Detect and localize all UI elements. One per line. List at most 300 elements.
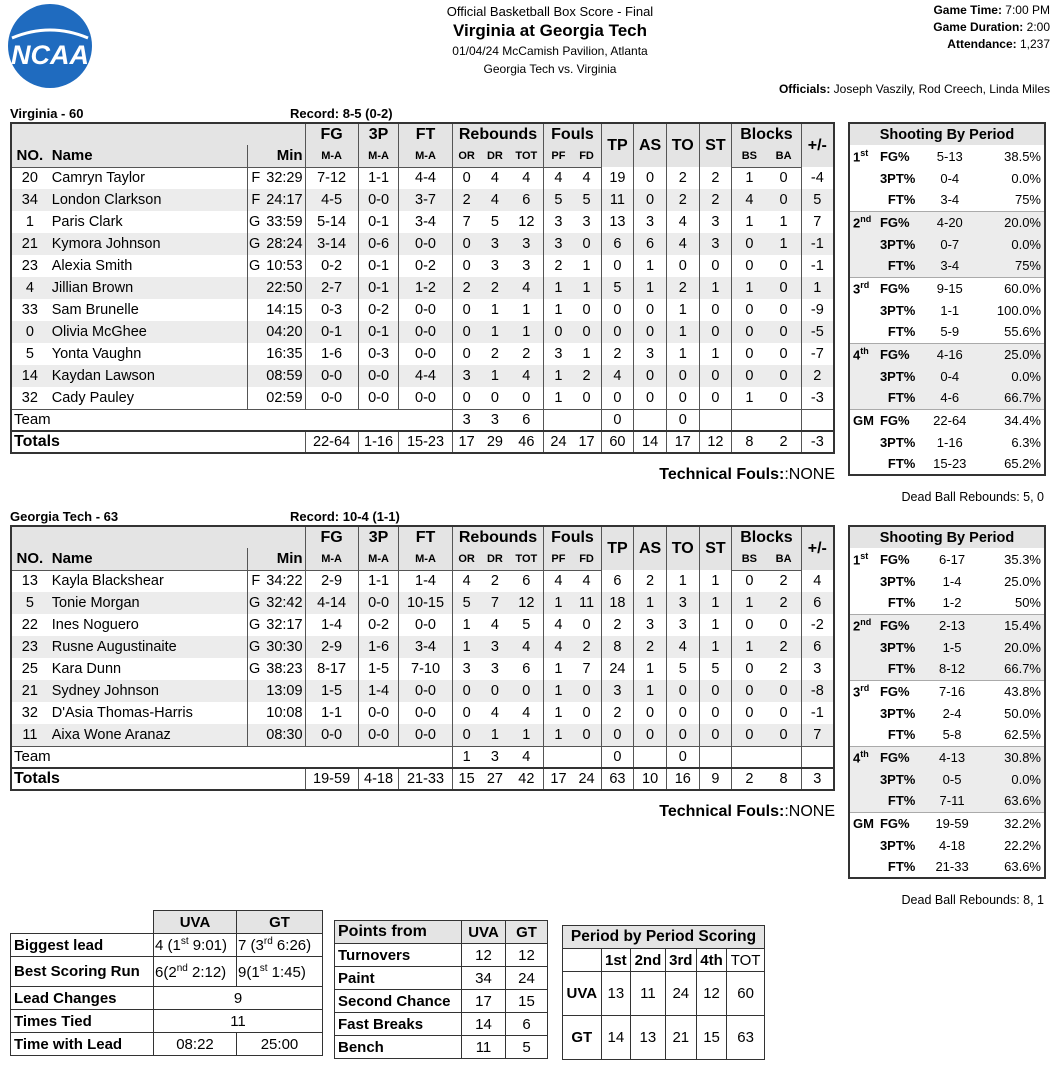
- shooting-row: [849, 277, 1045, 299]
- total-tp3: 1-16: [358, 431, 399, 453]
- stat-tp3: 0-2: [358, 299, 399, 321]
- stat-plus-minus: 5: [801, 189, 834, 211]
- col-made-attempted: M-A: [358, 548, 399, 570]
- stat-plus-minus: 4: [801, 570, 834, 592]
- stat-to: 4: [666, 636, 699, 658]
- percentage: 20.0%: [976, 211, 1045, 233]
- stat-ba: 2: [779, 573, 788, 590]
- made-attempted: 4-13: [923, 746, 980, 768]
- made-attempted: 1-4: [942, 573, 962, 589]
- player-name: Camryn Taylor: [51, 170, 145, 187]
- stat-or: 5: [452, 592, 481, 614]
- shooting-row: [849, 211, 1045, 233]
- stat-tp3: 0-1: [358, 255, 399, 277]
- stat-fd: 0: [573, 680, 602, 702]
- stat-label: 3PT%: [879, 434, 916, 450]
- stat-dr: 2: [481, 277, 510, 299]
- stat-or: 2: [452, 189, 481, 211]
- period-label: [849, 636, 877, 658]
- stat-plus-minus: 3: [801, 658, 834, 680]
- stat-fd: 0: [582, 302, 591, 318]
- stat-tot: 3: [522, 258, 531, 274]
- stat-bs: 1: [732, 636, 767, 658]
- stat-bs: 0: [732, 702, 767, 724]
- stat-to: 1: [666, 299, 699, 321]
- player-position: G: [248, 214, 261, 230]
- stat-ba: 1: [766, 233, 801, 255]
- col-tot: TOT: [509, 548, 544, 570]
- stat-to: 4: [666, 211, 699, 233]
- player-minutes: [248, 724, 305, 746]
- stat-tp3: 0-1: [358, 211, 399, 233]
- percentage: 0.0%: [976, 233, 1045, 255]
- percentage: 75%: [1014, 192, 1041, 208]
- made-attempted: 4-16: [923, 343, 976, 365]
- shooting-row: [849, 431, 1045, 453]
- player-name: Sydney Johnson: [48, 680, 248, 702]
- stat-plus-minus: -8: [801, 680, 834, 702]
- lead-changes-row: Lead Changes 9: [11, 987, 323, 1010]
- percentage: 35.3%: [1004, 551, 1041, 567]
- player-name: Alexia Smith: [51, 258, 133, 274]
- stat-tp: 2: [601, 614, 634, 636]
- stat-ft: 0-0: [399, 321, 452, 343]
- stat-pf: 1: [544, 680, 573, 702]
- total-pf: 24: [544, 431, 573, 453]
- stat-plus-minus: -7: [801, 343, 834, 365]
- shooting-row: [849, 343, 1045, 365]
- stat-tp3: 1-5: [358, 658, 399, 680]
- total-to: 16: [666, 768, 699, 790]
- stat-tp3: 0-1: [358, 277, 399, 299]
- stat-ba: 0: [779, 170, 788, 187]
- duration-label: Game Duration:: [933, 20, 1024, 34]
- stat-st: 0: [699, 724, 732, 746]
- team-to: 0: [666, 409, 699, 431]
- stat-tp: 2: [601, 343, 634, 365]
- col-fd: FD: [573, 145, 602, 167]
- player-name: Kymora Johnson: [48, 233, 248, 255]
- total-fd: 24: [573, 768, 602, 790]
- stat-fg: 2-7: [305, 277, 358, 299]
- player-minutes: [248, 365, 305, 387]
- total-or: 17: [452, 431, 481, 453]
- period-label: [849, 834, 877, 856]
- points-from-table: Points from UVA GT Turnovers 12 12 Paint 34 24 Second Chance 17 15 Fast Breaks 14 6 Bench 11 5: [334, 920, 548, 1059]
- minutes-value: 32:17: [266, 617, 303, 633]
- period-label: [849, 570, 877, 592]
- stat-tp3: 0-6: [358, 233, 399, 255]
- stat-tp3: 0-3: [358, 343, 399, 365]
- team-tp: 0: [601, 746, 634, 768]
- shooting-row: [849, 145, 1045, 167]
- shooting-title: Shooting By Period: [849, 526, 1045, 548]
- stat-or: 3: [452, 365, 481, 387]
- made-attempted: 21-33: [935, 859, 969, 874]
- stat-tot: 12: [509, 592, 544, 614]
- period-label: [849, 321, 877, 343]
- player-name: Rusne Augustinaite: [48, 636, 248, 658]
- made-attempted: 22-64: [923, 409, 976, 431]
- stat-pf: 3: [544, 233, 573, 255]
- stat-to: 0: [666, 365, 699, 387]
- player-name: Sam Brunelle: [51, 302, 139, 318]
- shooting-row: [849, 233, 1045, 255]
- period-label: 2nd: [849, 614, 877, 636]
- header-blank: [11, 123, 305, 145]
- stat-label: FT%: [877, 790, 923, 812]
- stat-or: 0: [452, 255, 481, 277]
- col-made-attempted: M-A: [305, 145, 358, 167]
- total-fg: 22-64: [305, 431, 358, 453]
- stat-bs: 0: [732, 570, 767, 592]
- uva-header: UVA: [154, 911, 237, 934]
- stat-ba: 0: [779, 389, 788, 406]
- report-subtitle: Official Basketball Box Score - Final: [446, 4, 654, 19]
- stat-tp3: 0-2: [358, 614, 399, 636]
- period-label: [849, 299, 877, 321]
- period-label: [849, 365, 877, 387]
- minutes-value: 33:59: [266, 214, 303, 230]
- total-plus-minus: 3: [801, 768, 834, 790]
- stat-fd: 0: [573, 321, 602, 343]
- officials-names: Joseph Vaszily, Rod Creech, Linda Miles: [833, 82, 1050, 96]
- table-row: [11, 592, 834, 614]
- stat-label: 3PT%: [879, 170, 916, 186]
- col-made-attempted: M-A: [305, 548, 358, 570]
- stat-ba: 0: [766, 277, 801, 299]
- stat-or: 4: [452, 570, 481, 592]
- team-or: 1: [452, 746, 481, 768]
- shooting-row: [849, 592, 1045, 614]
- total-tp3: 4-18: [358, 768, 399, 790]
- stat-tp3: 0-0: [358, 702, 399, 724]
- gt-points: 24: [506, 967, 548, 990]
- attendance-label: Attendance:: [947, 37, 1017, 51]
- stat-tot: 6: [509, 189, 544, 211]
- stat-or: 0: [452, 724, 481, 746]
- player-position: F: [251, 573, 261, 590]
- made-attempted: 5-9: [940, 324, 960, 340]
- player-minutes: [248, 658, 305, 680]
- stat-tot: 1: [509, 321, 544, 343]
- stat-fg: 0-3: [305, 299, 358, 321]
- minutes-value: 34:22: [266, 573, 303, 590]
- stat-dr: 2: [490, 346, 499, 362]
- stat-label: FT%: [887, 727, 916, 743]
- col-or: OR: [452, 548, 481, 570]
- stat-plus-minus: 6: [801, 636, 834, 658]
- points-from-title: Points from: [335, 921, 462, 944]
- stat-to: 1: [666, 321, 699, 343]
- player-number: 23: [11, 636, 48, 658]
- shooting-row: [849, 636, 1045, 658]
- stat-ft: 1-4: [399, 570, 452, 592]
- made-attempted: 0-5: [923, 768, 980, 790]
- total-st: 12: [699, 431, 732, 453]
- stat-st: 0: [699, 680, 732, 702]
- stat-bs: 0: [732, 343, 767, 365]
- stat-bs: 1: [732, 167, 767, 189]
- stat-fd: 2: [573, 365, 602, 387]
- technical-fouls: Technical Fouls::NONE: [659, 803, 835, 820]
- stat-tot: 5: [522, 617, 531, 633]
- made-attempted: 7-11: [923, 790, 980, 812]
- table-row: [11, 658, 834, 680]
- made-attempted: 2-4: [942, 705, 962, 721]
- stat-dr: 1: [481, 321, 510, 343]
- points-from-label: Second Chance: [335, 990, 462, 1013]
- period-label: [849, 856, 877, 878]
- player-minutes: [248, 321, 305, 343]
- period-label: 4th: [849, 343, 877, 365]
- player-minutes: [248, 387, 305, 409]
- total-tp: 60: [601, 431, 634, 453]
- stat-to: 0: [666, 680, 699, 702]
- col-3p: 3P: [358, 526, 399, 548]
- total-pf: 17: [544, 768, 573, 790]
- stat-label: 3PT%: [877, 636, 923, 658]
- table-row: [11, 636, 834, 658]
- percentage: 63.6%: [1004, 859, 1041, 874]
- stat-plus-minus: -5: [801, 321, 834, 343]
- stat-fd: 4: [582, 170, 591, 187]
- stat-fg: 0-1: [305, 321, 358, 343]
- stat-to: 4: [666, 233, 699, 255]
- minutes-value: 16:35: [266, 346, 303, 362]
- stat-label: FT%: [887, 859, 916, 874]
- col-st: ST: [699, 526, 732, 570]
- table-row: [11, 680, 834, 702]
- stat-tot: 0: [522, 389, 531, 406]
- stat-tp3: 0-0: [358, 189, 399, 211]
- stat-to: 3: [666, 592, 699, 614]
- stat-bs: 0: [732, 724, 767, 746]
- team-row: [11, 409, 834, 431]
- player-minutes: [248, 636, 305, 658]
- made-attempted: 8-12: [923, 658, 980, 680]
- stat-ba: 0: [766, 680, 801, 702]
- stat-fd: 3: [582, 214, 591, 230]
- stat-tp: 4: [601, 365, 634, 387]
- period-score: 15: [696, 1016, 726, 1060]
- stat-tot: 6: [522, 573, 531, 590]
- col-as: AS: [634, 123, 667, 167]
- player-minutes: [248, 189, 305, 211]
- stat-dr: 4: [481, 189, 510, 211]
- period-header: 4th: [696, 949, 726, 972]
- stat-st: 1: [699, 343, 732, 365]
- shooting-row: [849, 768, 1045, 790]
- col-no: NO.: [11, 145, 48, 167]
- player-minutes: [248, 255, 305, 277]
- stat-label: 3PT%: [879, 705, 916, 721]
- col-made-attempted: M-A: [399, 548, 452, 570]
- player-name: Yonta Vaughn: [51, 346, 142, 362]
- percentage: 66.7%: [976, 387, 1045, 409]
- stat-or: 0: [452, 343, 481, 365]
- stat-dr: 5: [490, 214, 499, 230]
- stat-pf: 1: [544, 387, 573, 409]
- shooting-row: [849, 453, 1045, 475]
- player-minutes: [248, 299, 305, 321]
- stat-pf: 4: [544, 614, 573, 636]
- percentage: 6.3%: [1011, 434, 1041, 450]
- player-name: Kaydan Lawson: [48, 365, 248, 387]
- col-bs: BS: [732, 548, 767, 570]
- period-label: 1st: [853, 550, 869, 568]
- stat-tp3: 0-0: [358, 592, 399, 614]
- stat-bs: 1: [732, 592, 767, 614]
- stat-pf: 1: [544, 592, 573, 614]
- stat-plus-minus: -1: [801, 702, 834, 724]
- stat-label: 3PT%: [877, 233, 923, 255]
- stat-or: 0: [452, 233, 481, 255]
- made-attempted: 5-13: [936, 148, 963, 164]
- minutes-value: 28:24: [266, 236, 303, 252]
- player-number: 32: [21, 389, 38, 406]
- stat-or: 1: [452, 614, 481, 636]
- stat-as: 3: [634, 211, 667, 233]
- stat-as: 3: [634, 343, 667, 365]
- stat-dr: 1: [481, 724, 510, 746]
- stat-tp3: 1-1: [358, 167, 399, 189]
- player-minutes: [248, 343, 305, 365]
- percentage: 30.8%: [981, 746, 1045, 768]
- shooting-title: Shooting By Period: [849, 123, 1045, 145]
- team-name: Georgia Tech - 63: [10, 509, 119, 524]
- shooting-row: [849, 548, 1045, 570]
- table-row: [11, 343, 834, 365]
- stat-pf: 3: [544, 211, 573, 233]
- col-fouls: Fouls: [544, 123, 601, 145]
- made-attempted: 7-16: [923, 680, 980, 702]
- player-name: Jillian Brown: [48, 277, 248, 299]
- stat-as: 1: [634, 680, 667, 702]
- stat-fg: 0-0: [305, 365, 358, 387]
- percentage: 20.0%: [981, 636, 1045, 658]
- stat-ba: 0: [766, 189, 801, 211]
- player-number: 21: [11, 680, 48, 702]
- player-number: 14: [11, 365, 48, 387]
- stat-label: 3PT%: [879, 302, 916, 318]
- col-dr: DR: [481, 548, 510, 570]
- stat-tp3: 1-1: [358, 570, 399, 592]
- minutes-value: 04:20: [266, 324, 303, 340]
- period-label: [849, 453, 877, 475]
- points-from-label: Bench: [335, 1036, 462, 1059]
- period-label: [849, 233, 877, 255]
- stat-ba: 0: [779, 617, 788, 633]
- percentage: 15.4%: [981, 614, 1045, 636]
- period-scoring-title: Period by Period Scoring: [563, 926, 765, 949]
- col-ft: FT: [399, 123, 452, 145]
- matchup: Georgia Tech vs. Virginia: [483, 62, 617, 76]
- minutes-value: 08:30: [266, 726, 303, 743]
- period-team: GT: [563, 1016, 602, 1060]
- stat-pf: 1: [544, 702, 573, 724]
- minutes-value: 32:42: [266, 595, 303, 611]
- shooting-row: [849, 255, 1045, 277]
- stat-tot: 4: [509, 277, 544, 299]
- player-number: 0: [11, 321, 48, 343]
- stat-to: 3: [666, 614, 699, 636]
- stat-plus-minus: -4: [801, 167, 834, 189]
- period-label: [849, 790, 877, 812]
- shooting-row: [849, 724, 1045, 746]
- team-row: [11, 746, 834, 768]
- stat-tp: 6: [601, 233, 634, 255]
- stat-st: 0: [699, 255, 732, 277]
- uva-points: 14: [462, 1013, 506, 1036]
- stat-tp: 19: [601, 167, 634, 189]
- player-position: G: [248, 595, 261, 611]
- stat-st: 0: [699, 387, 732, 409]
- stat-or: 0: [452, 680, 481, 702]
- stat-or: 0: [452, 167, 481, 189]
- period-score: 12: [696, 972, 726, 1016]
- points-from-label: Paint: [335, 967, 462, 990]
- player-stats-table: [10, 122, 835, 454]
- uva-points: 34: [462, 967, 506, 990]
- minutes-value: 02:59: [266, 389, 303, 406]
- percentage: 63.6%: [981, 790, 1045, 812]
- period-label: [849, 592, 877, 614]
- stat-label: FT%: [887, 456, 916, 471]
- period-score: 13: [601, 972, 630, 1016]
- stat-as: 0: [634, 189, 667, 211]
- stat-ba: 0: [766, 724, 801, 746]
- player-number: 20: [21, 170, 38, 187]
- stat-ft: 4-4: [399, 167, 452, 189]
- period-score: 11: [631, 972, 666, 1016]
- col-bs: BS: [732, 145, 767, 167]
- stat-fg: 4-14: [305, 592, 358, 614]
- player-number: 25: [21, 661, 38, 677]
- totals-label: Totals: [11, 431, 305, 453]
- col-to: TO: [666, 123, 699, 167]
- shooting-row: [849, 680, 1045, 702]
- period-scoring-table: [562, 925, 765, 1060]
- percentage: 75%: [976, 255, 1045, 277]
- stat-dr: 1: [490, 302, 499, 318]
- percentage: 60.0%: [976, 277, 1045, 299]
- stat-st: 0: [699, 321, 732, 343]
- shooting-row: [849, 365, 1045, 387]
- gt-points: 15: [506, 990, 548, 1013]
- stat-ba: 0: [766, 321, 801, 343]
- stat-plus-minus: 7: [801, 211, 834, 233]
- stat-label: FT%: [877, 387, 923, 409]
- player-minutes: [248, 211, 305, 233]
- stat-tot: 4: [509, 636, 544, 658]
- col-ft: FT: [399, 526, 452, 548]
- stat-ft: 1-2: [399, 277, 452, 299]
- stat-label: FT%: [877, 255, 923, 277]
- percentage: 62.5%: [1004, 727, 1041, 743]
- uva-points: 12: [462, 944, 506, 967]
- best-scoring-run-row: Best Scoring Run 6(2nd 2:12) 9(1st 1:45): [11, 957, 323, 987]
- total-tot: 46: [509, 431, 544, 453]
- stat-label: FG%: [877, 409, 923, 431]
- minutes-value: 10:08: [266, 705, 303, 721]
- stat-fd: 0: [573, 233, 602, 255]
- made-attempted: 9-15: [923, 277, 976, 299]
- stat-label: FG%: [877, 812, 923, 834]
- player-position: G: [248, 661, 261, 677]
- stat-pf: 1: [544, 277, 573, 299]
- team-tot: 4: [509, 746, 544, 768]
